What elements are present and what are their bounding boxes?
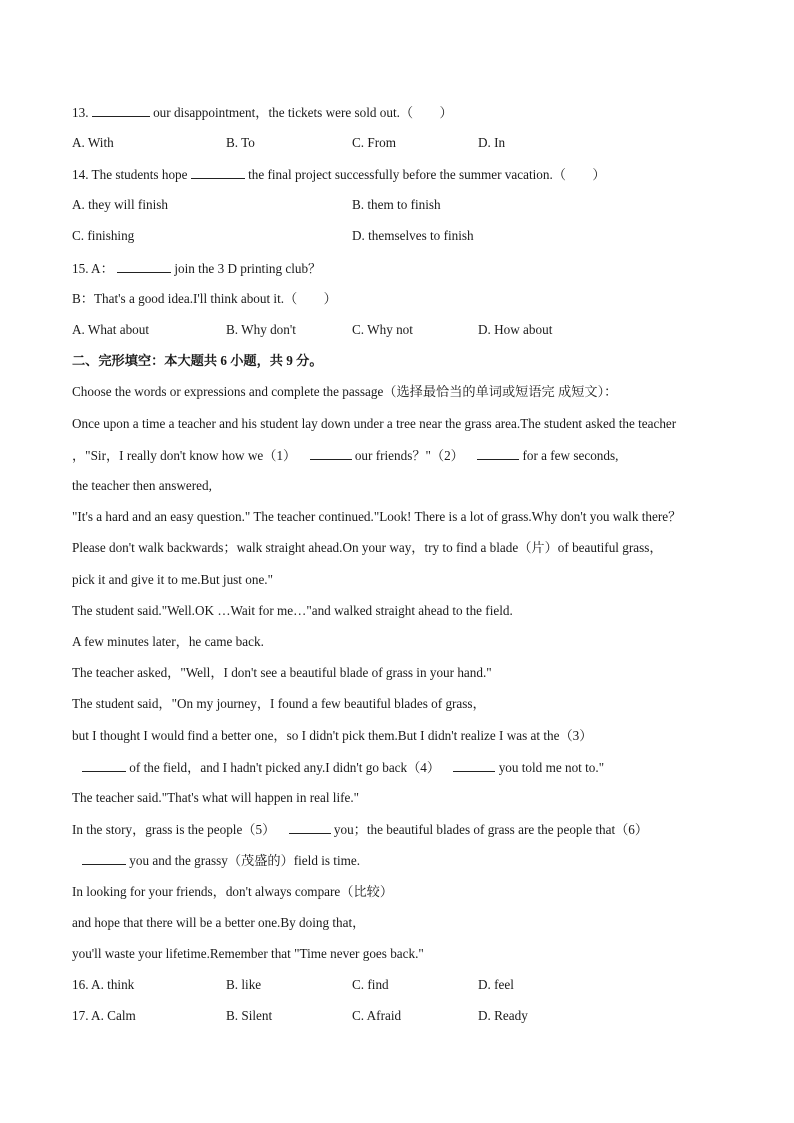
q14-option-d[interactable]: D. themselves to finish (352, 228, 474, 243)
q14-option-a[interactable]: A. they will finish (72, 197, 168, 212)
q15-option-b[interactable]: B. Why don't (226, 322, 296, 337)
passage-line: A few minutes later，he came back. (72, 634, 264, 649)
passage-line: The teacher said."That's what will happen in real life." (72, 790, 360, 805)
passage-line: In the story，grass is the people（5） you；the beautiful blades of grass are the people that（6） (72, 822, 649, 837)
section-instruction: Choose the words or expressions and complete the passage（选择最恰当的单词或短语完 成短文）： (72, 384, 618, 399)
q14-option-c[interactable]: C. finishing (72, 228, 135, 243)
blank-3[interactable] (82, 759, 126, 772)
blank-1[interactable] (310, 447, 352, 460)
blank-6[interactable] (82, 852, 126, 865)
passage-line: and hope that there will be a better one.By doing that， (72, 915, 366, 930)
answer-blank[interactable] (191, 166, 245, 179)
question-13-stem: 13. our disappointment，the tickets were sold out.（ ） (72, 105, 453, 120)
q16-option-d[interactable]: D. feel (478, 977, 514, 992)
q17-option-c[interactable]: C. Afraid (352, 1008, 402, 1023)
answer-blank[interactable] (117, 260, 171, 273)
passage-line: you and the grassy（茂盛的）field is time. (82, 852, 360, 869)
passage-line: The teacher asked，"Well，I don't see a beautiful blade of grass in your hand." (72, 665, 492, 680)
passage-line: "It's a hard and an easy question." The teacher continued."Look! There is a lot of grass.Why don't you walk there？ (72, 509, 682, 524)
blank-2[interactable] (477, 447, 519, 460)
q17-option-b[interactable]: B. Silent (226, 1008, 273, 1023)
q16-option-c[interactable]: C. find (352, 977, 389, 992)
q17-option-a[interactable]: 17. A. Calm (72, 1008, 136, 1023)
q16-option-b[interactable]: B. like (226, 977, 262, 992)
answer-blank[interactable] (92, 104, 150, 117)
blank-5[interactable] (289, 821, 331, 834)
section-heading: 二、完形填空：本大题共 6 小题，共 9 分。 (72, 353, 323, 368)
question-15-stem: 15. A： join the 3 D printing club？ (72, 261, 322, 276)
passage-line: pick it and give it to me.But just one." (72, 572, 273, 587)
q16-option-a[interactable]: 16. A. think (72, 977, 135, 992)
passage-line: The student said."Well.OK …Wait for me…"and walked straight ahead to the field. (72, 603, 513, 618)
passage-line: of the field，and I hadn't picked any.I didn't go back（4） you told me not to." (82, 759, 604, 776)
q15-option-c[interactable]: C. Why not (352, 322, 413, 337)
q14-option-b[interactable]: B. them to finish (352, 197, 441, 212)
q13-option-c[interactable]: C. From (352, 135, 396, 150)
question-15-reply: B：That's a good idea.I'll think about it.（ ） (72, 291, 337, 306)
q17-option-d[interactable]: D. Ready (478, 1008, 528, 1023)
passage-line: Please don't walk backwards；walk straight ahead.On your way，try to find a blade（片）of beautiful grass， (72, 540, 663, 555)
q15-option-a[interactable]: A. What about (72, 322, 150, 337)
passage-line: The student said，"On my journey，I found a few beautiful blades of grass， (72, 696, 486, 711)
passage-line: you'll waste your lifetime.Remember that "Time never goes back." (72, 946, 424, 961)
passage-line: In looking for your friends，don't always compare（比较） (72, 884, 394, 899)
passage-line: Once upon a time a teacher and his student lay down under a tree near the grass area.The student asked the teacher (72, 416, 677, 431)
question-14-stem: 14. The students hope the final project successfully before the summer vacation.（ ） (72, 167, 606, 182)
blank-4[interactable] (453, 759, 495, 772)
passage-line: ，"Sir，I really don't know how we（1） our friends？"（2） for a few seconds, (72, 448, 619, 463)
passage-line: the teacher then answered, (72, 478, 212, 493)
passage-line: but I thought I would find a better one，so I didn't pick them.But I didn't realize I was at the（3） (72, 728, 593, 743)
q13-option-d[interactable]: D. In (478, 135, 506, 150)
q13-option-b[interactable]: B. To (226, 135, 255, 150)
q15-option-d[interactable]: D. How about (478, 322, 553, 337)
q13-option-a[interactable]: A. With (72, 135, 114, 150)
